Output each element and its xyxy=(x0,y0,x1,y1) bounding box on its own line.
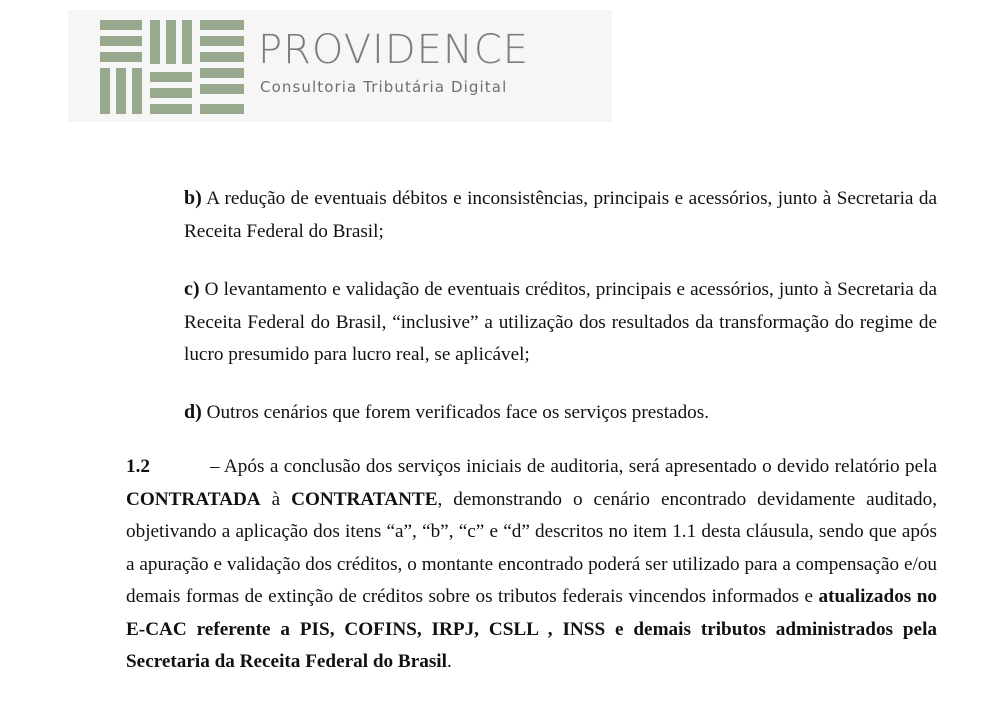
party-contratante: CONTRATANTE xyxy=(291,488,438,510)
section-number: 1.2 xyxy=(126,456,150,477)
final-period: . xyxy=(446,651,452,672)
section-text-1: – Após a conclusão dos serviços iniciais de auditoria, será apresentado o devido relatório pela xyxy=(210,456,937,477)
logo-shapes xyxy=(100,20,244,114)
clause-b-label: b) xyxy=(184,187,202,209)
clause-d-label: d) xyxy=(184,401,202,423)
clause-b xyxy=(184,182,937,248)
section-text-3: , demonstrando o cenário encontrado devidamente auditado, objetivando a aplicação dos itens “a”, “b”, “c” e “d” descritos no item 1.1 desta cláusula, sendo que após a apuração e validação dos créditos, o montante encontrado poderá ser utilizado para a compensação e/ou demais formas de extinção de créditos sobre os tributos federais vincendos informados e xyxy=(126,488,937,607)
section-1-2 xyxy=(126,451,937,679)
clause-b-text: A redução de eventuais débitos e inconsistências, principais e acessórios, junto à Secretaria da Receita Federal do Brasil; xyxy=(184,188,937,242)
section-text-2: à xyxy=(260,488,292,510)
providence-logo-icon xyxy=(100,20,244,114)
clause-d-text: Outros cenários que forem verificados face os serviços prestados. xyxy=(201,402,710,423)
brand-tagline: Consultoria Tributária Digital xyxy=(260,78,508,96)
clause-c xyxy=(184,273,937,372)
clause-c-text: O levantamento e validação de eventuais créditos, principais e acessórios, junto à Secretaria da Receita Federal do Brasil, “inclusive” a utilização dos resultados da transformação do regime de lucro presumido para lucro real, se aplicável; xyxy=(184,279,937,365)
bold-tax-reference: atualizados no E-CAC referente a PIS, COFINS, IRPJ, CSLL , INSS e demais tributos administrados pela Secretaria da Receita Federal do Brasil xyxy=(126,586,937,672)
party-contratada: CONTRATADA xyxy=(126,488,261,510)
brand-name: PROVIDENCE xyxy=(258,27,530,73)
clause-c-label: c) xyxy=(184,278,200,300)
clause-d xyxy=(184,396,937,430)
